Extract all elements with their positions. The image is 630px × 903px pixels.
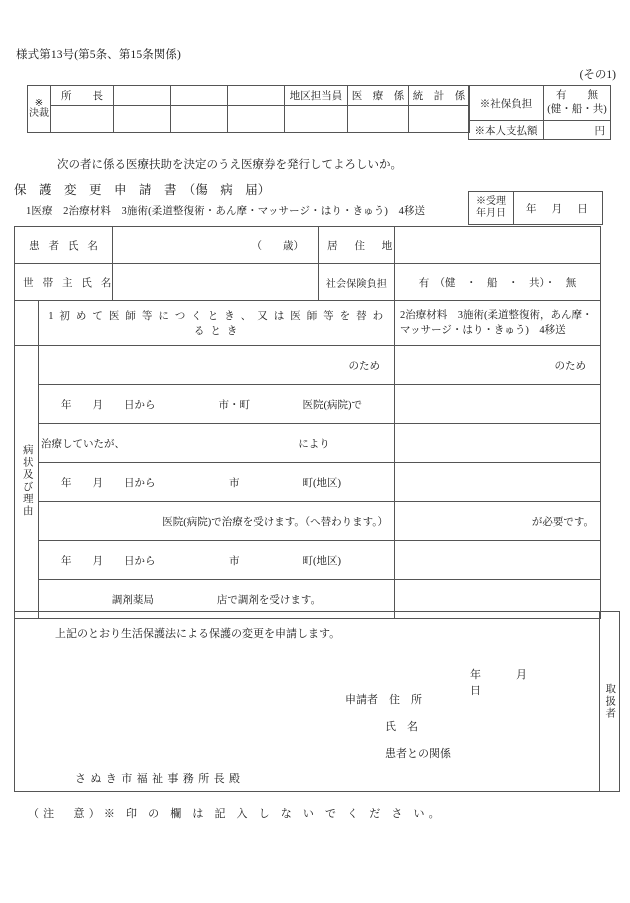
approval-header-blank-3 [228,86,285,106]
reason-column-spacer [15,301,39,346]
approval-header-blank-2 [171,86,228,106]
social-insurance-burden-label: ※社保負担 [469,86,544,121]
category-options-line: 1医療 2治療材料 3施術(柔道整復術・あん摩・マッサージ・はり・きゅう) 4移送 [26,206,426,217]
reason-row-0-right: 2治療材料 3施術(柔道整復術，あん摩・マッサージ・はり・きゅう) 4移送 [395,301,601,346]
reason-row-3-left[interactable]: 治療していたが、 により [39,424,395,463]
patient-name-label: 患 者 氏 名 [15,227,113,264]
approval-value-medical-section[interactable] [348,106,409,133]
householder-name-label: 世 帯 主 氏 名 [15,264,113,301]
addressee-label: さぬき市福祉事務所長殿 [75,773,245,785]
reason-row-6 [15,541,601,580]
residence-value[interactable] [395,227,601,264]
approval-value-blank-3[interactable] [228,106,285,133]
reason-row-2-right[interactable] [395,385,601,424]
approval-value-district-staff[interactable] [285,106,348,133]
reason-row-1-left[interactable]: のため [39,346,395,385]
reason-row-7-left[interactable]: 調剤薬局 店で調剤を受けます。 [39,580,395,619]
approval-value-row [28,106,470,133]
sheet-number: (その1) [579,69,616,81]
receipt-label-line1: ※受理 [476,195,506,207]
main-form-table [14,226,601,619]
householder-row [15,264,601,301]
reason-row-4-right[interactable] [395,463,601,502]
approval-value-director[interactable] [51,106,114,133]
burden-type-options: (健・船・共) [547,104,607,115]
insurance-burden-table [468,85,611,140]
patient-name-value[interactable]: （ 歳） [113,227,319,264]
approval-value-blank-2[interactable] [171,106,228,133]
patient-name-row [15,227,601,264]
approval-stamp-label [28,86,51,133]
reason-column-label-text: 病状及び理由 [21,443,33,518]
insurance-burden-row [469,86,611,121]
personal-payment-row [469,121,611,140]
reason-row-0 [15,301,601,346]
handler-column [599,611,620,792]
declaration-date-month: 月 [516,669,528,681]
page-title: 保 護 変 更 申 請 書 （傷 病 届） [14,183,271,197]
receipt-date-table [468,191,603,225]
receipt-label-line2: 年月日 [476,208,506,219]
reason-row-3-right[interactable] [395,424,601,463]
social-insurance-value[interactable]: 有 （健 ・ 船 ・ 共）・ 無 [395,264,601,301]
reason-row-2-left[interactable]: 年 月 日から 市・町 医院(病院)で [39,385,395,424]
approval-value-blank-1[interactable] [114,106,171,133]
personal-payment-value[interactable]: 円 [544,121,611,140]
approval-header-blank-1 [114,86,171,106]
burden-yes-no: 有 無 [556,89,598,101]
reason-row-1 [15,346,601,385]
approval-header-row [28,86,470,106]
approval-header-medical-section: 医 療 係 [348,86,409,106]
approval-stamp-mark: ※ [34,97,44,109]
reason-column-label [15,346,39,619]
reason-row-4 [15,463,601,502]
reason-row-3 [15,424,601,463]
applicant-name-label: 氏 名 [385,721,418,733]
householder-name-value[interactable] [113,264,319,301]
reason-row-5-right[interactable]: が必要です。 [395,502,601,541]
approval-stamp-text: 決裁 [29,108,49,119]
footer-note: （注 意）※ 印 の 欄 は 記 入 し な い で く だ さ い。 [28,808,444,820]
reason-row-4-left[interactable]: 年 月 日から 市 町(地区) [39,463,395,502]
applicant-address-label: 申請者 住 所 [345,694,422,706]
reason-row-5-left[interactable]: 医院(病院)で治療を受けます。（へ替わります。） [39,502,395,541]
receipt-date-label [469,192,514,225]
handler-column-label: 取扱者 [604,683,616,720]
social-insurance-burden-value[interactable] [544,86,611,121]
approval-header-statistics-section: 統 計 係 [409,86,470,106]
receipt-date-row [469,192,603,225]
receipt-date-value[interactable]: 年 月 日 [514,192,603,225]
reason-row-1-right[interactable]: のため [395,346,601,385]
personal-payment-label: ※本人支払額 [469,121,544,140]
declaration-box [14,611,600,792]
residence-label: 居 住 地 [319,227,395,264]
approval-header-district-staff: 地区担当員 [285,86,348,106]
intro-sentence: 次の者に係る医療扶助を決定のうえ医療券を発行してよろしいか。 [57,159,402,171]
applicant-relation-label: 患者との関係 [385,748,451,760]
approval-value-statistics-section[interactable] [409,106,470,133]
social-insurance-label: 社会保険負担 [319,264,395,301]
approval-table [27,85,470,133]
reason-row-2 [15,385,601,424]
declaration-date-year: 年 [470,669,482,681]
declaration-text: 上記のとおり生活保護法による保護の変更を申請します。 [55,628,341,640]
reason-row-5 [15,502,601,541]
declaration-date[interactable] [470,666,599,698]
reason-row-6-left[interactable]: 年 月 日から 市 町(地区) [39,541,395,580]
reason-row-6-right[interactable] [395,541,601,580]
reason-row-0-left: 1 初 め て 医 師 等 に つ く と き 、 又 は 医 師 等 を 替 わ る と き [39,301,395,346]
approval-header-director: 所 長 [51,86,114,106]
declaration-date-day: 日 [470,685,482,697]
form-number: 様式第13号(第5条、第15条関係) [16,49,181,61]
